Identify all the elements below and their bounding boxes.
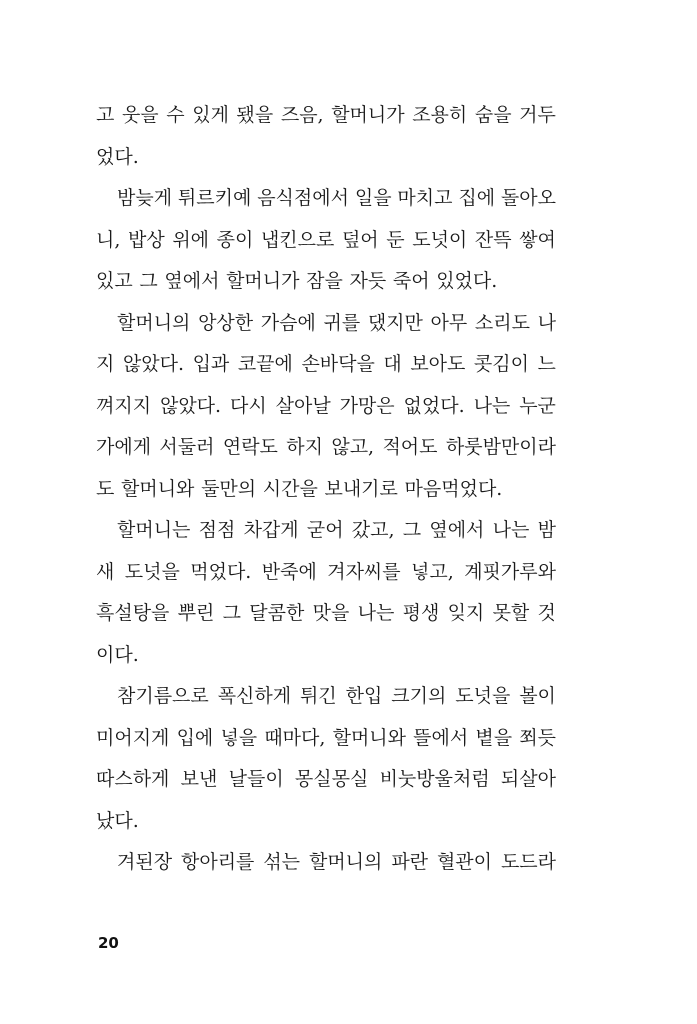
word: 튀긴 [300,685,337,707]
word: 할머니가 [331,104,405,126]
word: 있게 [192,104,229,126]
word: 할머니와 [332,726,407,749]
word: 못할 [492,602,530,624]
word: 도 [96,477,115,500]
text-line [96,759,556,801]
text-line [96,718,556,760]
word: 자듯 [349,270,387,292]
word: 코끝에 [237,353,293,375]
word: 나 [537,311,556,334]
word: 었다. [96,145,139,168]
word: 연락도 [222,436,278,458]
word: 날들이 [228,768,284,790]
word: 섞는 [263,851,301,873]
word: 거두 [519,104,556,126]
word: 났다. [96,809,139,832]
word: 되살아 [500,768,556,790]
word: 다시 [229,394,267,417]
text-line [96,635,556,677]
word: 갔고, [351,519,395,541]
word: 껴지지 [96,394,152,417]
word: 댔지만 [367,311,423,334]
text-line [96,842,556,884]
word: 나는 [492,519,530,541]
word: 맛을 [312,602,350,624]
word: 밤 [537,519,556,541]
word: 폭신하게 [217,685,292,707]
word: 음식점에서 [257,187,349,209]
word: 하지 [286,436,323,458]
word: 할머니가 [226,270,300,292]
word: 위에 [172,228,210,251]
text-line [96,427,556,469]
word: 파란 [391,851,429,873]
word: 덮어 [341,228,379,251]
word: 보낸 [180,768,218,790]
word: 손바닥을 [301,353,375,375]
word: 굳어 [306,519,344,541]
word: 튀르키예 [177,187,252,209]
word: 둔 [386,228,405,251]
word: 이다. [96,643,139,666]
word: 도드라 [500,851,556,873]
word: 않았다. [122,353,185,375]
word: 겨된장 [117,851,173,873]
word: 니, [96,228,121,251]
text-line [96,552,556,594]
word: 숨을 [474,104,512,126]
word: 있고 [96,270,133,292]
text-line [96,386,556,428]
word: 때마다, [264,726,326,749]
word: 마음먹었다. [404,477,503,500]
word: 가슴에 [260,311,316,334]
word: 점점 [198,519,236,541]
text-line [96,676,556,718]
word: 고 [96,104,115,126]
word: 옆에서 [429,519,485,541]
word: 혈관이 [436,851,493,873]
word: 넣을 [220,726,258,749]
word: 소리도 [474,311,530,334]
word: 쌓여 [519,228,556,251]
word: 누군 [519,394,556,417]
word: 둘만의 [201,477,257,500]
word: 차갑게 [243,519,299,541]
word: 조용히 [412,104,468,126]
word: 됐을 [236,104,274,126]
word: 느 [537,353,556,375]
text-line [96,178,556,220]
word: 적어도 [382,436,438,458]
word: 흑설탕을 [96,602,170,624]
word: 밤늦게 [117,187,173,209]
word: 그 [402,519,422,541]
word: 웃을 [121,104,159,126]
word: 서둘러 [159,436,215,458]
word: 잔뜩 [474,228,512,251]
word: 뜰에서 [413,726,469,749]
word: 할머니의 [308,851,383,873]
word: 대 [383,353,402,375]
word: 할머니는 [117,519,191,541]
word: 지 [96,353,115,375]
word: 않았다. [159,394,222,417]
word: 도넛을 [455,685,511,707]
text-line [96,593,556,635]
word: 종이 [216,228,254,251]
word: 가망은 [339,394,395,417]
word: 것 [537,602,556,624]
word: 콧김이 [473,353,529,375]
word: 항아리를 [180,851,255,873]
word: 볼이 [519,685,556,707]
word: 그 [139,270,158,292]
word: 잠을 [306,270,343,292]
word: 먹었다. [190,560,252,583]
word: 앙상한 [198,311,254,334]
word: 겨자씨를 [327,560,401,583]
word: 밥상 [128,228,165,251]
word: 옆에서 [164,270,220,292]
word: 하룻밤만이라 [445,436,556,458]
word: 몽실몽실 [294,768,369,790]
word: 도넛을 [124,560,180,583]
word: 않고, [331,436,375,458]
word: 보내기로 [324,477,398,500]
text-line [96,137,556,179]
text-line [96,801,556,843]
word: 시간을 [262,477,318,500]
text-line [96,95,556,137]
word: 살아날 [275,394,331,417]
word: 미어지게 [96,726,170,749]
word: 한입 [345,685,383,707]
word: 가에게 [96,436,152,458]
word: 죽어 [392,270,430,292]
text-line [96,344,556,386]
text-line [96,261,556,303]
word: 귀를 [323,311,361,334]
word: 달콤한 [249,602,305,624]
word: 따스하게 [96,768,170,790]
text-line [96,220,556,262]
word: 크기의 [391,685,447,707]
word: 입에 [176,726,214,749]
word: 나는 [473,394,511,417]
word: 즈음, [280,104,324,126]
text-line [96,303,556,345]
word: 새 [96,560,115,583]
word: 집에 [458,187,496,209]
word: 넣고, [411,560,454,583]
word: 없었다. [403,394,465,417]
word: 참기름으로 [117,685,209,707]
word: 수 [166,104,185,126]
word: 할머니의 [117,311,191,334]
word: 있었다. [436,270,498,292]
word: 마치고 [397,187,453,209]
word: 아무 [430,311,468,334]
word: 나는 [357,602,395,624]
word: 계핏가루와 [464,560,556,583]
word: 보아도 [410,353,466,375]
word: 잊지 [447,602,485,624]
word: 그 [222,602,242,624]
word: 일을 [354,187,392,209]
text-line [96,510,556,552]
word: 냅킨으로 [260,228,335,251]
text-line [96,469,556,511]
word: 평생 [402,602,440,624]
word: 쬐듯 [519,726,556,749]
word: 뿌린 [177,602,215,624]
word: 비눗방울처럼 [379,768,490,790]
word: 입과 [192,353,230,375]
word: 할머니와 [121,477,195,500]
word: 돌아오 [500,187,556,209]
word: 도넛이 [412,228,468,251]
page-number: 20 [98,934,119,952]
word: 볕을 [475,726,513,749]
word: 반죽에 [261,560,317,583]
body-text [96,95,556,884]
